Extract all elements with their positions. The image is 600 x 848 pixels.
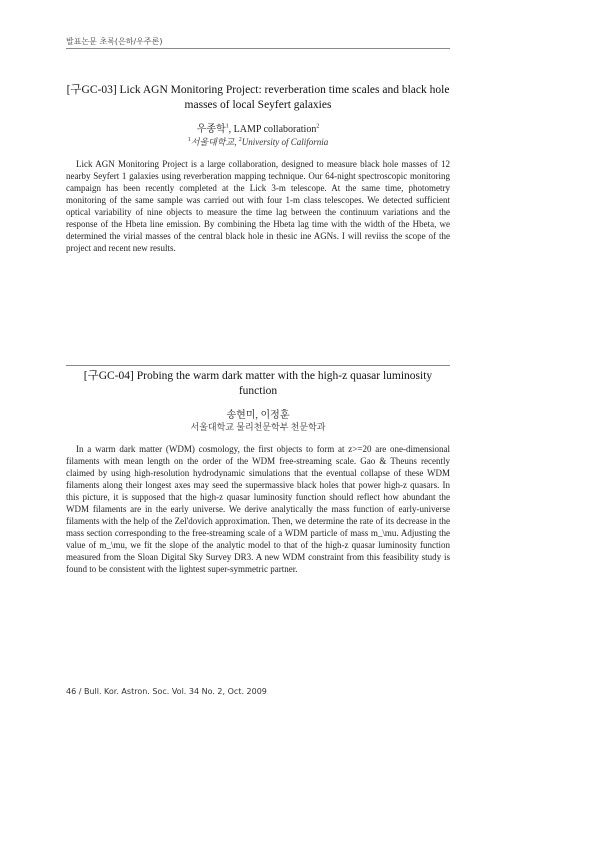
paper-code: [구GC-03]: [66, 84, 117, 96]
author-name: LAMP collaboration: [233, 124, 317, 135]
paper-code: [구GC-04]: [83, 370, 134, 382]
author-list: 우종학$^1$, LAMP collaboration$^2$: [196, 123, 320, 135]
paper-title-text: Lick AGN Monitoring Project: reverberation time scales and black hole masses of local Seyfert galaxies: [119, 84, 450, 111]
author-superscript: 2: [316, 123, 320, 130]
affiliation-list: 서울대학교 물리천문학부 천문학과: [190, 422, 326, 432]
section-divider: [66, 365, 450, 366]
header-divider: [66, 48, 450, 49]
running-header: 발표논문 초록(은하/우주론): [66, 37, 163, 46]
page-footer-citation: 46 / Bull. Kor. Astron. Soc. Vol. 34 No. 2, Oct. 2009: [66, 687, 267, 696]
affiliation-name: 서울대학교: [190, 137, 235, 147]
author-superscript: 1: [225, 123, 229, 130]
paper-title: [66, 83, 450, 113]
abstract-text: In a warm dark matter (WDM) cosmology, the first objects to form at z>=20 are one-dimensional filaments with mean length on the order of the WDM free-streaming scale. Gao & Theuns recently claimed by using high-resolution hydrodynamic simulations that the eventual collapse of these WDM filaments along their longest axes may seed the supermassive black holes that power high-z quasars. In this picture, it is supposed that the high-z quasar luminosity function should reflect how abundant the WDM filaments are in the early universe. We derive analytically the mass function of early-universe filaments with the help of the Zel'dovich approximation. Then, we determine the rate of its decrease in the mass section corresponding to the free-streaming scale of a WDM particle of mass m_\mu. Adjusting the value of m_\mu, we fit the slope of the analytic model to that of the high-z quasar luminosity function measured from the Sloan Digital Sky Survey DR3. A new WDM constraint from this feasibility study is found to be consistent with the lightest super-symmetric partner.: [66, 444, 450, 574]
affiliation-name: University of California: [241, 137, 329, 147]
paper-title: [66, 369, 450, 399]
affiliation-superscript: 1: [187, 137, 191, 143]
abstract-text: Lick AGN Monitoring Project is a large collaboration, designed to measure black hole masses of 12 nearby Seyfert 1 galaxies using reverberation mapping technique. Our 64-night spectroscopic monitoring campaign has been recently completed at the Lick 3-m telescope. At the same time, photometry monitoring of the same sample was carried out with four 1-m class telescopes. We detected sufficient optical variability of nine objects to measure the time lag between the continuum variations and the response of the Hbeta line emission. By combining the Hbeta lag time with the width of the Hbeta, we determined the virial masses of the central black hole in thesic ine AGNs. I will reviiss the scope of the project and recent new results.: [66, 159, 450, 253]
affiliation-list: $^1$서울대학교, $^2$University of California: [187, 137, 329, 147]
affiliation-superscript: 2: [238, 137, 242, 143]
author-list: 송현미, 이정훈: [226, 410, 290, 421]
author-name: 우종학: [196, 124, 226, 135]
paper-title-text: Probing the warm dark matter with the high-z quasar luminosity function: [136, 370, 433, 397]
